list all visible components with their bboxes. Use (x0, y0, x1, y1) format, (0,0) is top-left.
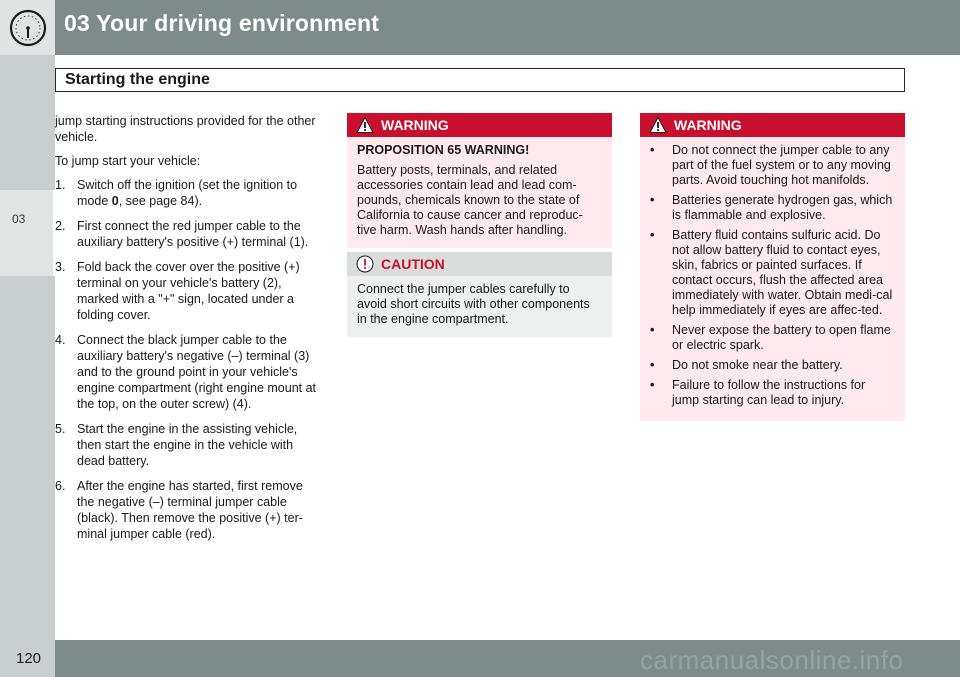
caution-title: CAUTION (381, 256, 445, 272)
watermark-text: carmanualsonline.info (640, 645, 904, 675)
caution-body (347, 276, 612, 337)
page-number: 120 (16, 650, 42, 667)
caution-exclamation-icon (356, 255, 374, 273)
warning-header (640, 113, 905, 137)
step-text: First connect the red jumper cable to the auxiliary battery's positive (+) terminal (1). (77, 219, 309, 249)
warning-text: Battery posts, terminals, and related accessories contain lead and lead com-pounds, chemicals known to the state of California to cause cancer and reproduc-tive harm. Wash hands after handling. (357, 163, 583, 237)
warning-list-item: • Do not smoke near the battery. (650, 358, 843, 372)
instructions-column (55, 113, 323, 551)
step-item (55, 332, 323, 412)
warning-body (640, 137, 905, 421)
step-number: 4. (55, 333, 66, 347)
warning-list-item: • Do not connect the jumper cable to any part of the fuel system or to any moving parts. Avoid touching hot manifolds. (650, 143, 891, 187)
steps-lead: To jump start your vehicle: (55, 154, 201, 168)
caution-box (347, 252, 612, 337)
warning-title: WARNING (674, 117, 742, 133)
section-title: Starting the engine (65, 71, 210, 88)
warning-heading: PROPOSITION 65 WARNING! (357, 143, 530, 157)
step-item (55, 218, 323, 250)
warning-title: WARNING (381, 117, 449, 133)
intro-text: jump starting instructions provided for the other vehicle. (55, 114, 316, 144)
warning-list (650, 143, 895, 408)
step-number: 5. (55, 422, 66, 436)
chapter-icon-box (0, 0, 55, 55)
step-number: 6. (55, 479, 66, 493)
step-text: Switch off the ignition (set the ignition to mode 0, see page 84). (77, 178, 298, 208)
warning-triangle-icon (356, 116, 374, 134)
gauge-icon (8, 8, 48, 48)
chapter-side-tab[interactable] (0, 190, 55, 276)
warning-triangle-icon (649, 116, 667, 134)
step-item (55, 259, 323, 323)
warning-list-item: • Battery fluid contains sulfuric acid. Do not allow battery fluid to contact eyes, skin, fabrics or painted surfaces. If contact occurs, flush the affected area immediately with water. Obtain medi-cal help immediately if eyes are affec-ted. (650, 228, 893, 317)
section-title-box (55, 68, 905, 92)
steps-list (55, 177, 323, 542)
step-number: 3. (55, 260, 66, 274)
step-item (55, 478, 323, 542)
step-text: Fold back the cover over the positive (+) terminal on your vehicle's battery (2), marked with a "+" sign, located under a folding cover. (77, 260, 300, 322)
caution-text: Connect the jumper cables carefully to avoid short circuits with other components in the engine compartment. (357, 282, 590, 326)
chapter-title: 03 Your driving environment (64, 10, 380, 36)
warning-body (347, 137, 612, 248)
warning-header (347, 113, 612, 137)
warning-list-item: • Failure to follow the instructions for jump starting can lead to injury. (650, 378, 866, 407)
step-item (55, 421, 323, 469)
step-number: 2. (55, 219, 66, 233)
side-tab-label: 03 (12, 212, 26, 226)
step-number: 1. (55, 178, 66, 192)
warning-box-proposition-65 (347, 113, 612, 248)
step-text: Connect the black jumper cable to the auxiliary battery's negative (–) terminal (3) and to the ground point in your vehicle's engine compartment (right engine mount at the top, on the outer screw) (4). (77, 333, 317, 411)
caution-header (347, 252, 612, 276)
left-margin-strip (0, 0, 55, 677)
warning-list-item: • Never expose the battery to open flame or electric spark. (650, 323, 891, 352)
step-text: Start the engine in the assisting vehicle, then start the engine in the vehicle with dead battery. (77, 422, 298, 468)
step-text: After the engine has started, first remove the negative (–) terminal jumper cable (black). Then remove the positive (+) ter-minal jumper cable (red). (77, 479, 303, 541)
step-item (55, 177, 323, 209)
warning-list-item: • Batteries generate hydrogen gas, which is flammable and explosive. (650, 193, 893, 222)
warning-box-battery (640, 113, 905, 421)
